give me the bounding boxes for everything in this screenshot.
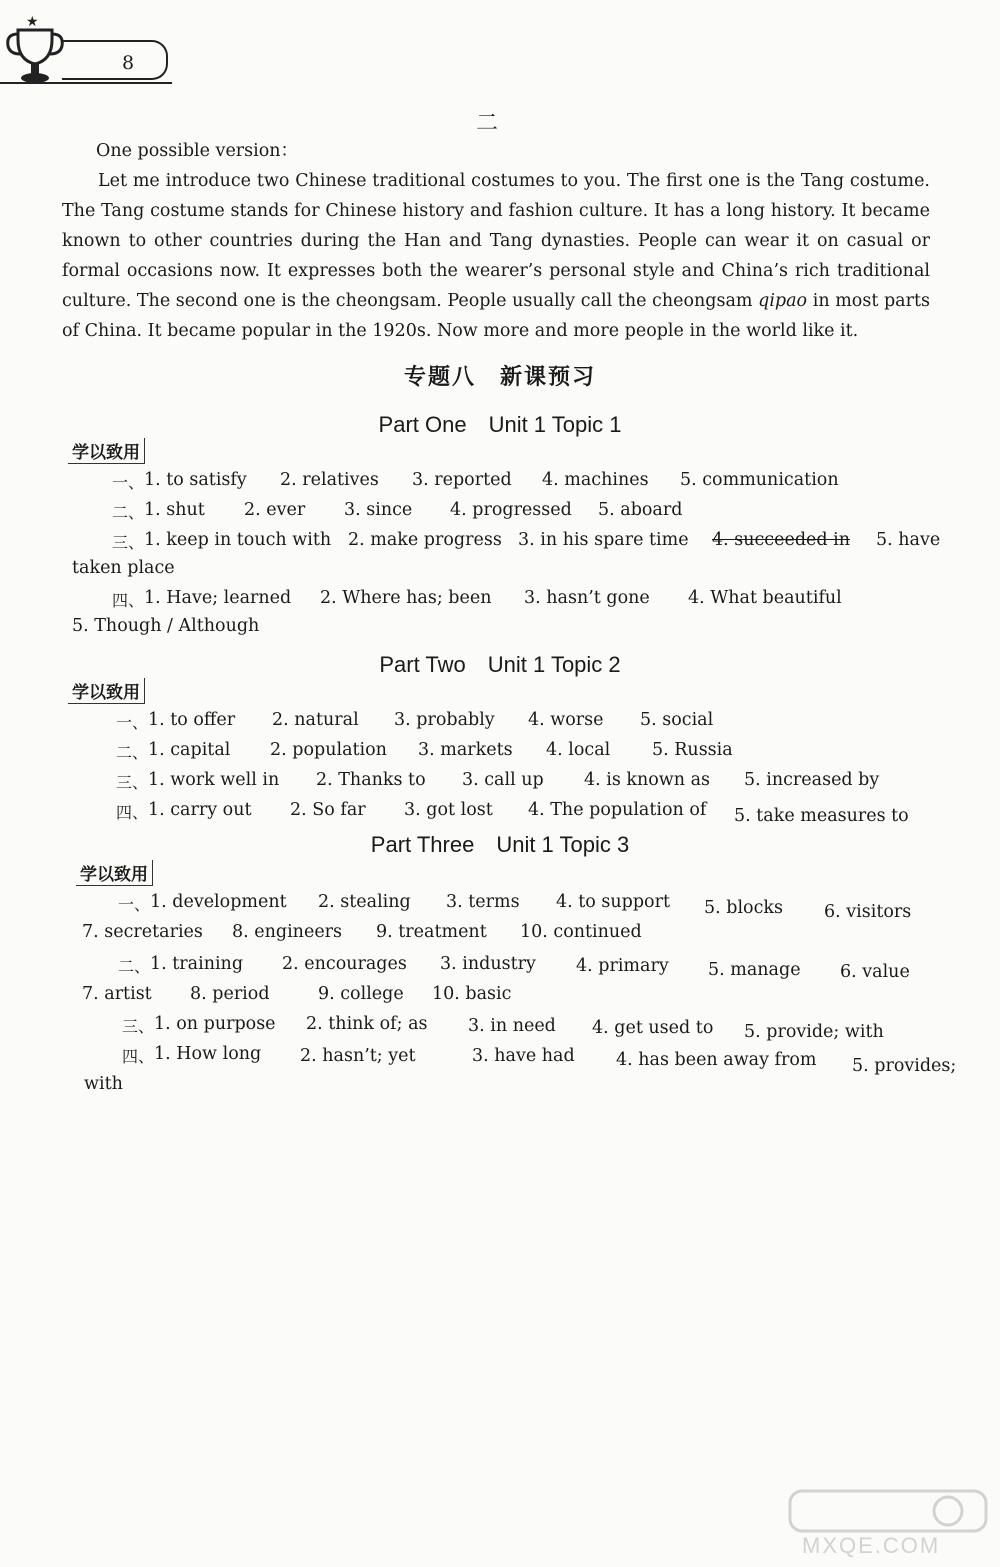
answer-item: 2. natural [272, 710, 359, 730]
svg-text:★: ★ [26, 14, 39, 30]
question-number: 四、 [122, 1047, 155, 1066]
answer-item: 3. markets [418, 740, 513, 760]
answer-item: 2. So far [290, 800, 366, 820]
answer-item: 10. basic [432, 984, 512, 1004]
answer-item: 1. How long [154, 1044, 262, 1064]
answer-item: 2. relatives [280, 470, 379, 490]
essay-paragraph: Let me introduce two Chinese traditional costumes to you. The first one is the Tang costume. The Tang costume stands for Chinese history and fashion culture. It has a long history. It became known to other countries during the Han and Tang dynasties. People can wear it on casual or formal occasions now. It expresses both the wearer’s personal style and China’s rich traditional culture. The second one is the cheongsam. People usually call the cheongsam qipao in most parts of China. It became popular in the 1920s. Now more and more people in the world like it. [62, 171, 930, 341]
answer-item: 1. to satisfy [144, 470, 247, 490]
answer-item: 2. Where has; been [320, 588, 492, 608]
answer-item: 2. Thanks to [316, 770, 426, 790]
answer-row [112, 500, 144, 523]
answer-item: 5. provides; [852, 1056, 957, 1076]
answer-item: 6. visitors [824, 902, 912, 922]
answer-item: 9. college [318, 984, 404, 1004]
answer-row [116, 770, 148, 793]
answer-row [116, 710, 148, 733]
answer-item: 1. development [150, 892, 287, 912]
answer-item: 5. blocks [704, 898, 783, 918]
answer-item: 10. continued [520, 922, 642, 942]
answer-item: 3. got lost [404, 800, 493, 820]
answer-item: 4. The population of [528, 800, 707, 820]
answer-item: 1. capital [148, 740, 231, 760]
question-number: 一、 [116, 713, 149, 732]
answer-item: 5. provide; with [744, 1022, 884, 1042]
answer-item: 5. Russia [652, 740, 733, 760]
answer-item: 3. probably [394, 710, 495, 730]
answer-item: 4. get used to [592, 1018, 714, 1038]
answer-item: 4. primary [576, 956, 669, 976]
answer-item: 5. have [876, 530, 941, 550]
question-number: 二、 [112, 503, 145, 522]
answer-item: 1. Have; learned [144, 588, 292, 608]
answer-item: 1. carry out [148, 800, 252, 820]
answer-item: 5. communication [680, 470, 839, 490]
answer-row [118, 954, 150, 977]
answer-item: 3. in need [468, 1016, 556, 1036]
answer-item: 1. keep in touch with [144, 530, 332, 550]
answer-wrap: with [84, 1074, 123, 1094]
question-number: 二、 [118, 957, 151, 976]
answer-item: 5. aboard [598, 500, 683, 520]
answer-item: 5. take measures to [734, 806, 909, 826]
answer-item: 3. terms [446, 892, 520, 912]
answer-row [116, 800, 148, 823]
section-label: 学以致用 [76, 860, 153, 886]
section-label: 学以致用 [68, 678, 145, 704]
answer-item: 4. machines [542, 470, 649, 490]
answer-item: 5. social [640, 710, 714, 730]
answer-item: 1. to offer [148, 710, 236, 730]
answer-item: 8. period [190, 984, 270, 1004]
answer-wrap: taken place [72, 558, 175, 578]
answer-item: 3. have had [472, 1046, 575, 1066]
part-three-title: Part Three Unit 1 Topic 3 [370, 832, 630, 857]
answer-item: 7. secretaries [82, 922, 203, 942]
answer-item: 2. think of; as [306, 1014, 428, 1034]
answer-item: 4. What beautiful [688, 588, 842, 608]
answer-item: 4. progressed [450, 500, 572, 520]
answer-item: 3. since [344, 500, 413, 520]
answer-item: 3. reported [412, 470, 512, 490]
answer-item: 2. population [270, 740, 387, 760]
answer-item: 8. engineers [232, 922, 343, 942]
answer-item: 1. on purpose [154, 1014, 276, 1034]
answer-item: 3. hasn’t gone [524, 588, 650, 608]
question-number: 四、 [112, 591, 145, 610]
answer-item: 2. make progress [348, 530, 502, 550]
answer-item: 2. encourages [282, 954, 407, 974]
answer-item: 3. in his spare time [518, 530, 689, 550]
answer-item: 5. manage [708, 960, 801, 980]
page-number-tab [62, 40, 168, 80]
part-one-title: Part One Unit 1 Topic 1 [378, 412, 622, 437]
answer-row [112, 530, 144, 553]
question-number: 一、 [118, 895, 151, 914]
question-number: 四、 [116, 803, 149, 822]
answer-item: 5. increased by [744, 770, 880, 790]
answer-item: 4. worse [528, 710, 604, 730]
answer-item: 9. treatment [376, 922, 487, 942]
answer-item: 1. shut [144, 500, 205, 520]
question-number: 三、 [122, 1017, 155, 1036]
answer-item: 1. work well in [148, 770, 280, 790]
question-number: 一、 [112, 473, 145, 492]
essay-intro: One possible version： [96, 141, 299, 161]
answer-row [116, 740, 148, 763]
section-mark: 二 [476, 111, 499, 136]
answer-item: 4. local [546, 740, 611, 760]
answer-row [122, 1044, 154, 1067]
answer-item: 4. is known as [584, 770, 711, 790]
answer-item: 2. ever [244, 500, 306, 520]
answer-item: 4. has been away from [616, 1050, 817, 1070]
part-two-title: Part Two Unit 1 Topic 2 [379, 652, 621, 677]
chapter-title: 专题八 新课预习 [403, 365, 596, 390]
answer-wrap: 5. Though / Although [72, 616, 260, 636]
answer-item: 4. to support [556, 892, 670, 912]
answer-item: 6. value [840, 962, 910, 982]
answer-row [112, 588, 144, 611]
header-rule [0, 82, 172, 84]
watermark-text: MXQE.COM [802, 1533, 941, 1558]
answer-row [112, 470, 144, 493]
answer-row [118, 892, 150, 915]
page-number: 8 [122, 52, 135, 74]
answer-item: 2. hasn’t; yet [300, 1046, 416, 1066]
answer-item: 2. stealing [318, 892, 411, 912]
answer-item: 7. artist [82, 984, 152, 1004]
question-number: 二、 [116, 743, 149, 762]
answer-item: 3. call up [462, 770, 544, 790]
section-label: 学以致用 [68, 438, 145, 464]
answer-item: 3. industry [440, 954, 536, 974]
watermark-logo [788, 1489, 988, 1563]
question-number: 三、 [116, 773, 149, 792]
answer-item: 1. training [150, 954, 244, 974]
answer-item: 4. succeeded in [712, 530, 851, 550]
question-number: 三、 [112, 533, 145, 552]
answer-row [122, 1014, 154, 1037]
